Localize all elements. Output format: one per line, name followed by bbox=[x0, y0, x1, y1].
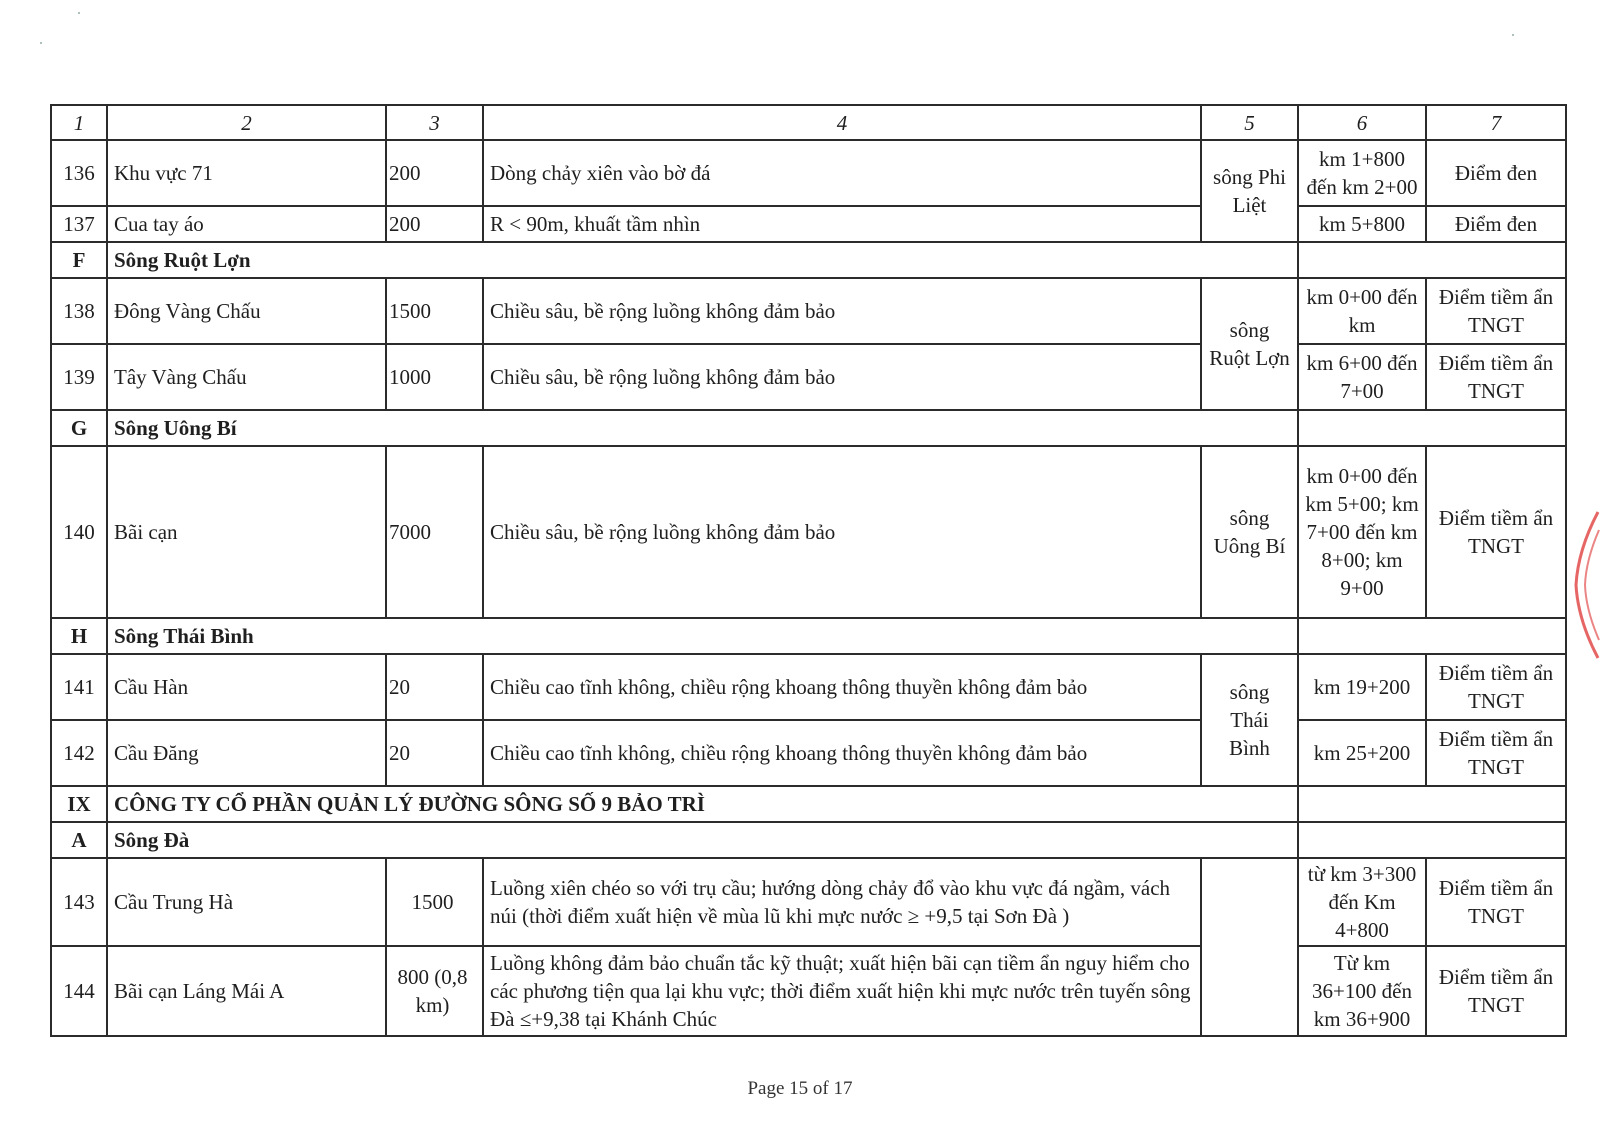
section-title: Sông Đà bbox=[107, 822, 1298, 858]
length-m: 1000 bbox=[386, 344, 483, 410]
section-spacer bbox=[1298, 786, 1566, 822]
hazard-description: Dòng chảy xiên vào bờ đá bbox=[483, 140, 1201, 206]
location-name: Cầu Trung Hà bbox=[107, 858, 386, 946]
col-header-2: 2 bbox=[107, 105, 386, 140]
row-number: 141 bbox=[51, 654, 107, 720]
table-body bbox=[51, 105, 1566, 1036]
section-row bbox=[51, 410, 1566, 446]
col-header-6: 6 bbox=[1298, 105, 1426, 140]
river-name: sông Phi Liệt bbox=[1201, 140, 1298, 242]
location-name: Đông Vàng Chấu bbox=[107, 278, 386, 344]
hazard-description: Chiều cao tĩnh không, chiều rộng khoang thông thuyền không đảm bảo bbox=[483, 720, 1201, 786]
length-m: 1500 bbox=[386, 278, 483, 344]
section-spacer bbox=[1298, 618, 1566, 654]
col-header-7: 7 bbox=[1426, 105, 1566, 140]
column-number-header-row bbox=[51, 105, 1566, 140]
hazard-description: Luồng không đảm bảo chuẩn tắc kỹ thuật; xuất hiện bãi cạn tiềm ẩn nguy hiểm cho các phương tiện qua lại khu vực; thời điểm xuất hiện khi mực nước trên tuyến sông Đà ≤+9,38 tại Khánh Chúc bbox=[483, 946, 1201, 1036]
row-number: 136 bbox=[51, 140, 107, 206]
section-title: Sông Uông Bí bbox=[107, 410, 1298, 446]
red-stamp-fragment bbox=[1572, 510, 1600, 660]
hazard-type: Điểm tiềm ẩn TNGT bbox=[1426, 858, 1566, 946]
length-m: 20 bbox=[386, 654, 483, 720]
section-spacer bbox=[1298, 822, 1566, 858]
length-m: 200 bbox=[386, 140, 483, 206]
section-code: IX bbox=[51, 786, 107, 822]
row-number: 139 bbox=[51, 344, 107, 410]
hazard-description: R < 90m, khuất tầm nhìn bbox=[483, 206, 1201, 242]
row-number: 144 bbox=[51, 946, 107, 1036]
table-row bbox=[51, 858, 1566, 946]
col-header-1: 1 bbox=[51, 105, 107, 140]
hazard-type: Điểm tiềm ẩn TNGT bbox=[1426, 278, 1566, 344]
section-code: G bbox=[51, 410, 107, 446]
hazard-type: Điểm đen bbox=[1426, 206, 1566, 242]
location-name: Khu vực 71 bbox=[107, 140, 386, 206]
location-name: Cua tay áo bbox=[107, 206, 386, 242]
table-row bbox=[51, 206, 1566, 242]
location-name: Bãi cạn Láng Mái A bbox=[107, 946, 386, 1036]
km-position: km 5+800 bbox=[1298, 206, 1426, 242]
river-name: sông Thái Bình bbox=[1201, 654, 1298, 786]
hazard-description: Chiều sâu, bề rộng luồng không đảm bảo bbox=[483, 344, 1201, 410]
scan-speck bbox=[78, 12, 80, 14]
km-position: Từ km 36+100 đến km 36+900 bbox=[1298, 946, 1426, 1036]
length-m: 800 (0,8 km) bbox=[386, 946, 483, 1036]
section-code: F bbox=[51, 242, 107, 278]
page-footer: Page 15 of 17 bbox=[747, 1078, 853, 1099]
section-row bbox=[51, 786, 1566, 822]
location-name: Cầu Hàn bbox=[107, 654, 386, 720]
scan-speck bbox=[1512, 34, 1514, 36]
col-header-5: 5 bbox=[1201, 105, 1298, 140]
km-position: km 6+00 đến 7+00 bbox=[1298, 344, 1426, 410]
table-row bbox=[51, 140, 1566, 206]
table-row bbox=[51, 278, 1566, 344]
row-number: 138 bbox=[51, 278, 107, 344]
km-position: km 1+800 đến km 2+00 bbox=[1298, 140, 1426, 206]
hazard-type: Điểm tiềm ẩn TNGT bbox=[1426, 654, 1566, 720]
km-position: từ km 3+300 đến Km 4+800 bbox=[1298, 858, 1426, 946]
row-number: 137 bbox=[51, 206, 107, 242]
km-position: km 19+200 bbox=[1298, 654, 1426, 720]
hazard-description: Chiều cao tĩnh không, chiều rộng khoang thông thuyền không đảm bảo bbox=[483, 654, 1201, 720]
hazard-type: Điểm đen bbox=[1426, 140, 1566, 206]
section-title: Sông Ruột Lợn bbox=[107, 242, 1298, 278]
km-position: km 25+200 bbox=[1298, 720, 1426, 786]
section-row bbox=[51, 822, 1566, 858]
hazard-type: Điểm tiềm ẩn TNGT bbox=[1426, 946, 1566, 1036]
section-title: Sông Thái Bình bbox=[107, 618, 1298, 654]
section-code: H bbox=[51, 618, 107, 654]
section-spacer bbox=[1298, 410, 1566, 446]
table-row bbox=[51, 344, 1566, 410]
scan-speck bbox=[40, 42, 42, 44]
river-name: sông Uông Bí bbox=[1201, 446, 1298, 618]
length-m: 200 bbox=[386, 206, 483, 242]
hazard-type: Điểm tiềm ẩn TNGT bbox=[1426, 446, 1566, 618]
length-m: 1500 bbox=[386, 858, 483, 946]
row-number: 142 bbox=[51, 720, 107, 786]
river-name bbox=[1201, 858, 1298, 1036]
km-position: km 0+00 đến km bbox=[1298, 278, 1426, 344]
table-row bbox=[51, 654, 1566, 720]
hazard-description: Chiều sâu, bề rộng luồng không đảm bảo bbox=[483, 446, 1201, 618]
col-header-4: 4 bbox=[483, 105, 1201, 140]
table-row bbox=[51, 946, 1566, 1036]
hazard-type: Điểm tiềm ẩn TNGT bbox=[1426, 344, 1566, 410]
river-name: sông Ruột Lợn bbox=[1201, 278, 1298, 410]
hazard-description: Chiều sâu, bề rộng luồng không đảm bảo bbox=[483, 278, 1201, 344]
length-m: 20 bbox=[386, 720, 483, 786]
row-number: 140 bbox=[51, 446, 107, 618]
location-name: Bãi cạn bbox=[107, 446, 386, 618]
km-position: km 0+00 đến km 5+00; km 7+00 đến km 8+00; km 9+00 bbox=[1298, 446, 1426, 618]
hazard-description: Luồng xiên chéo so với trụ cầu; hướng dòng chảy đổ vào khu vực đá ngầm, vách núi (thời điểm xuất hiện về mùa lũ khi mực nước ≥ +9,5 tại Sơn Đà ) bbox=[483, 858, 1201, 946]
section-code: A bbox=[51, 822, 107, 858]
location-name: Cầu Đăng bbox=[107, 720, 386, 786]
table-row bbox=[51, 446, 1566, 618]
section-title: CÔNG TY CỔ PHẦN QUẢN LÝ ĐƯỜNG SÔNG SỐ 9 BẢO TRÌ bbox=[107, 786, 1298, 822]
length-m: 7000 bbox=[386, 446, 483, 618]
section-spacer bbox=[1298, 242, 1566, 278]
section-row bbox=[51, 618, 1566, 654]
hazard-type: Điểm tiềm ẩn TNGT bbox=[1426, 720, 1566, 786]
col-header-3: 3 bbox=[386, 105, 483, 140]
section-row bbox=[51, 242, 1566, 278]
table-row bbox=[51, 720, 1566, 786]
row-number: 143 bbox=[51, 858, 107, 946]
data-table bbox=[50, 104, 1567, 1037]
location-name: Tây Vàng Chấu bbox=[107, 344, 386, 410]
